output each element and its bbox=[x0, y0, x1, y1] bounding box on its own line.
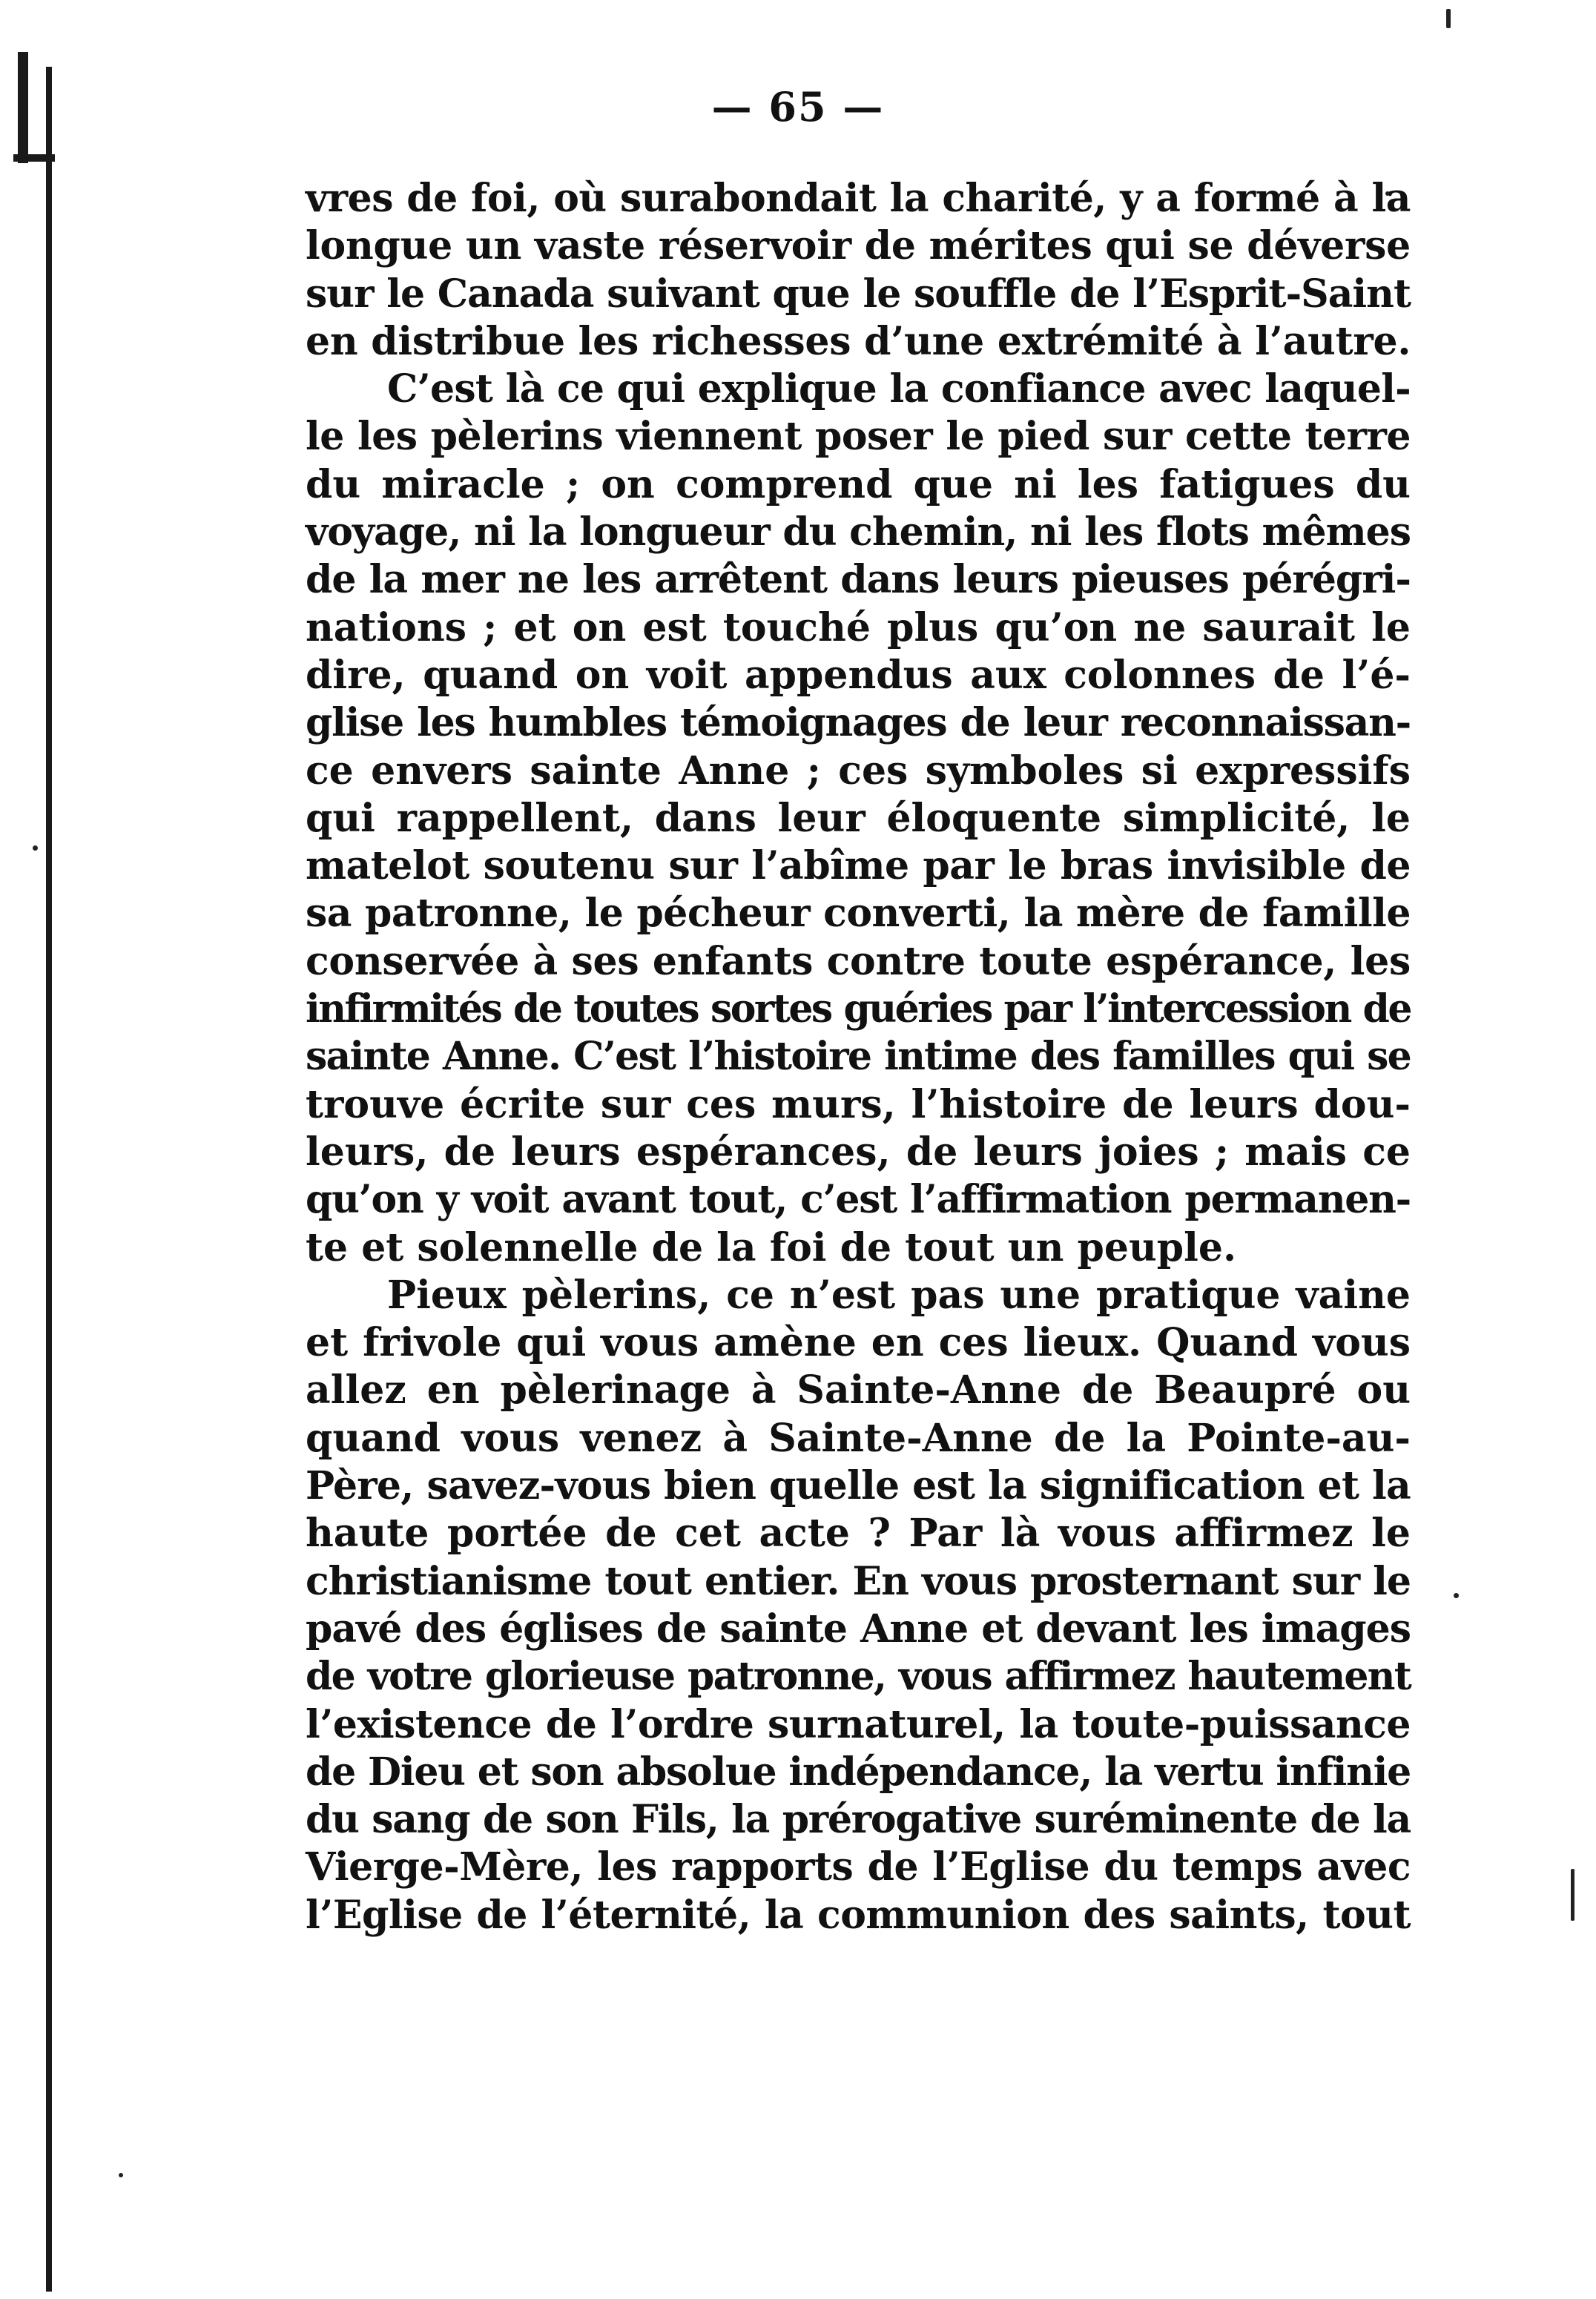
page-number: — 65 — bbox=[711, 83, 885, 131]
text-line: vres de foi, où surabondait la charité, y a formé à la bbox=[306, 176, 1411, 221]
text-line: infirmités de toutes sortes guéries par l’intercession de bbox=[306, 986, 1411, 1032]
text-line: le les pèlerins viennent poser le pied sur cette terre bbox=[306, 414, 1411, 460]
paragraph bbox=[306, 175, 1411, 366]
text-line: christianisme tout entier. En vous prosternant sur le bbox=[306, 1558, 1411, 1604]
text-line: et frivole qui vous amène en ces lieux. Quand vous bbox=[306, 1320, 1411, 1366]
scan-speck bbox=[1446, 9, 1451, 28]
text-line: haute portée de cet acte ? Par là vous affirmez le bbox=[306, 1511, 1411, 1557]
text-line: sa patronne, le pécheur converti, la mère de famille bbox=[306, 891, 1411, 937]
text-line: quand vous venez à Sainte-Anne de la Pointe-au- bbox=[306, 1415, 1411, 1461]
text-line: de Dieu et son absolue indépendance, la vertu infinie bbox=[306, 1749, 1411, 1795]
text-line: C’est là ce qui explique la confiance avec laquel- bbox=[387, 366, 1411, 412]
text-line: de votre glorieuse patronne, vous affirmez hautement bbox=[306, 1654, 1411, 1700]
paragraph bbox=[306, 366, 1411, 1272]
text-line: l’existence de l’ordre surnaturel, la toute-puissance bbox=[306, 1701, 1411, 1747]
text-line: Père, savez-vous bien quelle est la signification et la bbox=[306, 1463, 1411, 1509]
scan-speck bbox=[1571, 1869, 1574, 1921]
text-line: leurs, de leurs espérances, de leurs joies ; mais ce bbox=[306, 1129, 1411, 1175]
text-line: qui rappellent, dans leur éloquente simplicité, le bbox=[306, 795, 1411, 841]
text-line: qu’on y voit avant tout, c’est l’affirmation permanen- bbox=[306, 1177, 1411, 1223]
text-line: dire, quand on voit appendus aux colonnes de l’é- bbox=[306, 652, 1411, 698]
text-line: conservée à ses enfants contre toute espérance, les bbox=[306, 938, 1411, 984]
text-line: du miracle ; on comprend que ni les fatigues du bbox=[306, 461, 1411, 507]
text-line: glise les humbles témoignages de leur reconnaissan- bbox=[306, 700, 1411, 746]
text-line: trouve écrite sur ces murs, l’histoire de leurs dou- bbox=[306, 1081, 1411, 1127]
text-line: pavé des églises de sainte Anne et devant les images bbox=[306, 1606, 1411, 1652]
scan-speck bbox=[119, 2173, 123, 2177]
text-line: sur le Canada suivant que le souffle de l’Esprit-Saint bbox=[306, 271, 1411, 317]
paragraph bbox=[306, 1272, 1411, 1939]
text-line: te et solennelle de la foi de tout un peuple. bbox=[306, 1224, 1237, 1270]
text-line: longue un vaste réservoir de mérites qui se déverse bbox=[306, 223, 1411, 269]
text-line: l’Eglise de l’éternité, la communion des saints, tout bbox=[306, 1892, 1411, 1938]
text-line: voyage, ni la longueur du chemin, ni les flots mêmes bbox=[306, 509, 1411, 555]
scan-speck bbox=[1454, 1593, 1459, 1598]
text-line: allez en pèlerinage à Sainte-Anne de Beaupré ou bbox=[306, 1368, 1411, 1414]
text-line: Vierge-Mère, les rapports de l’Eglise du temps avec bbox=[306, 1844, 1411, 1890]
text-line: ce envers sainte Anne ; ces symboles si expressifs bbox=[306, 748, 1411, 794]
text-line: Pieux pèlerins, ce n’est pas une pratique vaine bbox=[387, 1272, 1411, 1318]
text-line: nations ; et on est touché plus qu’on ne saurait le bbox=[306, 604, 1411, 650]
text-line: matelot soutenu sur l’abîme par le bras invisible de bbox=[306, 843, 1411, 889]
text-line: sainte Anne. C’est l’histoire intime des familles qui se bbox=[306, 1034, 1411, 1080]
text-line: en distribue les richesses d’une extrémité à l’autre. bbox=[306, 318, 1411, 364]
body-text bbox=[306, 175, 1411, 1939]
text-line: de la mer ne les arrêtent dans leurs pieuses pérégri- bbox=[306, 557, 1411, 603]
text-line: du sang de son Fils, la prérogative suréminente de la bbox=[306, 1797, 1411, 1843]
scan-speck bbox=[33, 845, 38, 851]
binding-edge-line bbox=[46, 67, 52, 2292]
